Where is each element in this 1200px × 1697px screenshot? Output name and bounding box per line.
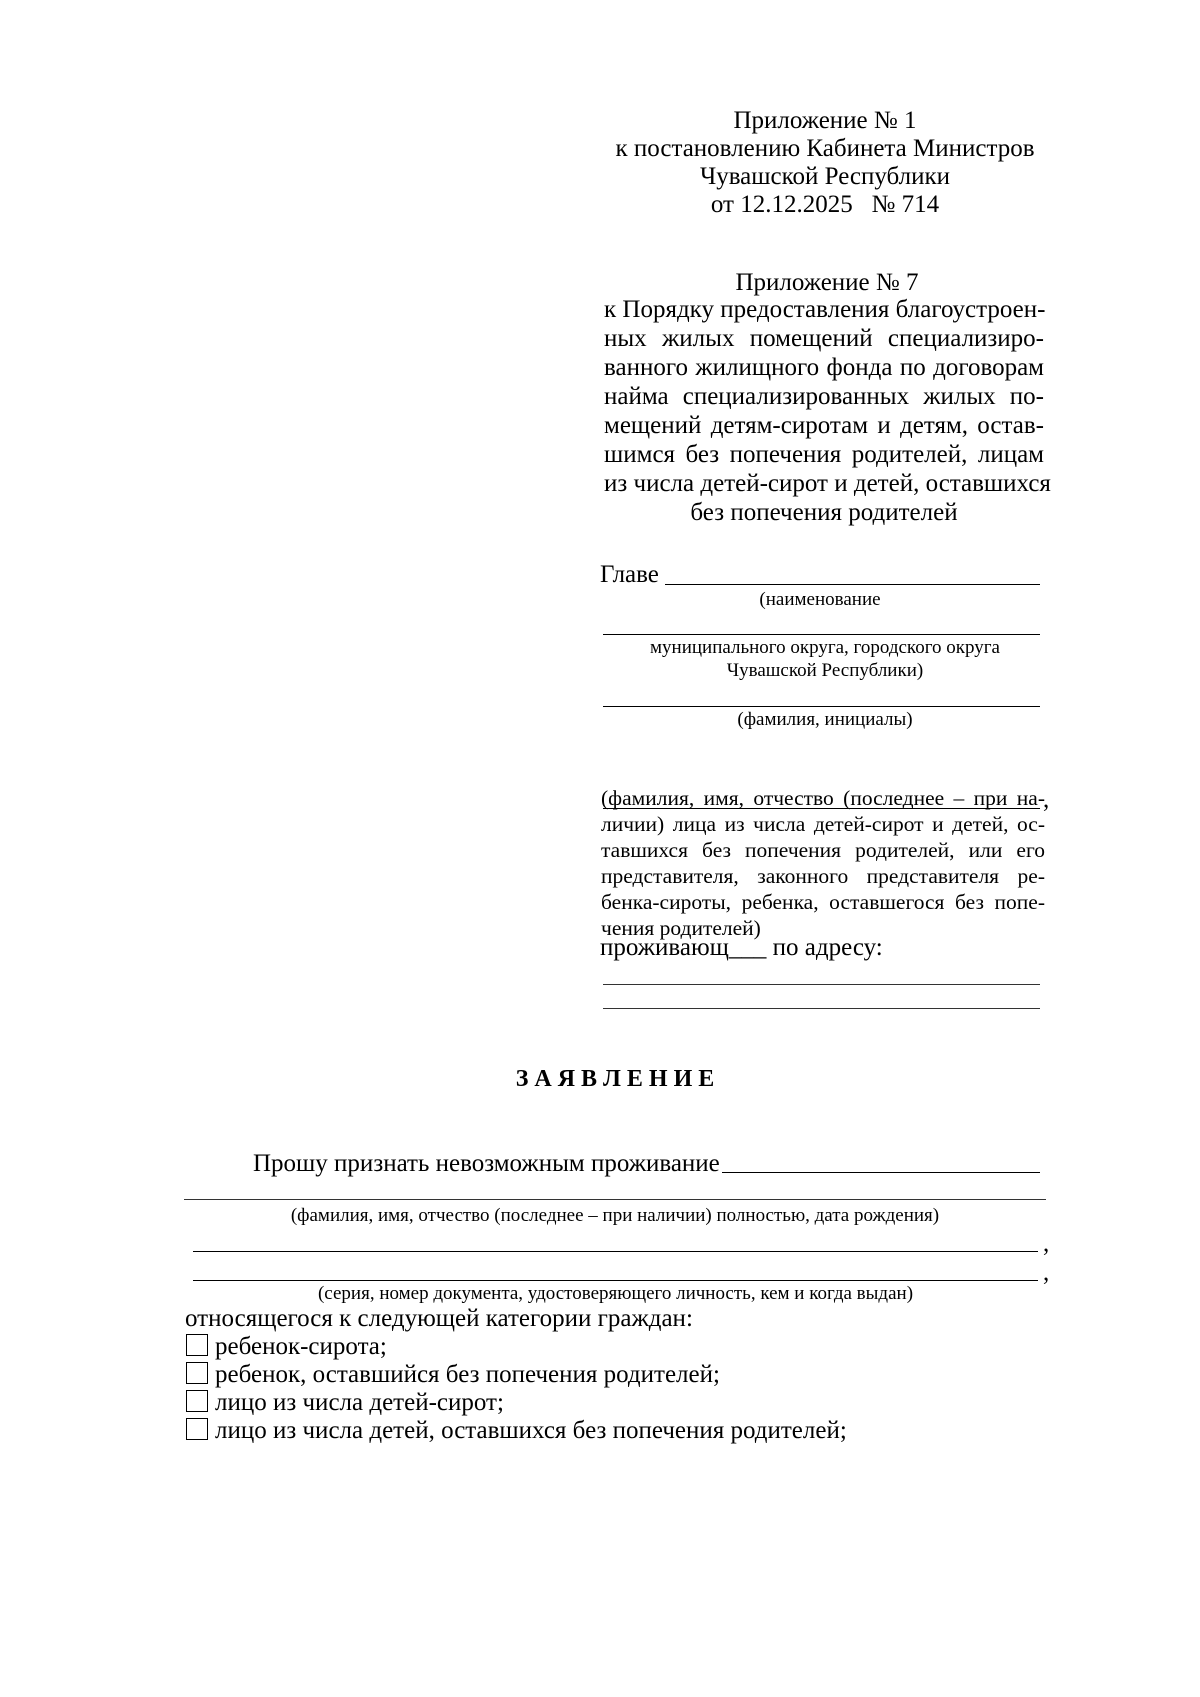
hint-municipal-1: муниципального округа, городского округа	[650, 637, 1000, 658]
applicant-hint-line: представителя, законного представителя ре-	[601, 864, 1045, 888]
applicant-comma: ,	[1043, 786, 1050, 813]
appendix7-line: найма специализированных жилых по-	[604, 383, 1044, 410]
document-field-2[interactable]	[193, 1280, 1038, 1281]
hint-initials: (фамилия, инициалы)	[737, 709, 913, 730]
appendix1-title: Приложение № 1	[733, 107, 917, 134]
appendix7-title: Приложение № 7	[735, 269, 919, 296]
appendix7-line: ванного жилищного фонда по договорам	[604, 354, 1044, 381]
applicant-hint-line: тавшихся без попечения родителей, или его	[601, 838, 1045, 862]
appendix7-description	[604, 295, 1051, 527]
appendix7-line: к Порядку предоставления благоустроен-	[604, 296, 1046, 323]
applicant-hint-line: бенка-сироты, ребенка, оставшегося без попе-	[601, 890, 1045, 914]
comma-2: ,	[1043, 1259, 1050, 1286]
request-name-field[interactable]	[722, 1172, 1040, 1173]
appendix7-line: из числа детей-сирот и детей, оставшихся	[604, 470, 1051, 497]
category-checkbox[interactable]	[186, 1418, 208, 1440]
appendix7-line: шимся без попечения родителей, лицам	[604, 441, 1044, 468]
glave-label: Главе	[600, 561, 659, 588]
hint-name: (наименование	[759, 589, 881, 610]
appendix7-line: без попечения родителей	[690, 499, 958, 526]
category-label: лицо из числа детей-сирот;	[215, 1389, 504, 1416]
applicant-hint	[601, 785, 1045, 941]
hint-fio: (фамилия, имя, отчество (последнее – при наличии) полностью, дата рождения)	[290, 1205, 940, 1226]
appendix7-line: мещений детям-сиротам и детям, остав-	[604, 412, 1044, 439]
category-intro: относящегося к следующей категории граждан:	[185, 1305, 693, 1332]
appendix1-resolution: к постановлению Кабинета Министров	[615, 135, 1035, 162]
statement-title: З А Я В Л Е Н И Е	[515, 1066, 715, 1092]
request-text: Прошу признать невозможным проживание	[253, 1150, 720, 1177]
head-name-field[interactable]	[665, 584, 1040, 585]
category-checkbox[interactable]	[186, 1362, 208, 1384]
appendix1-date-number: от 12.12.2025 № 714	[710, 191, 940, 218]
appendix1-republic: Чувашской Республики	[699, 163, 951, 190]
category-label: лицо из числа детей, оставшихся без попечения родителей;	[215, 1417, 847, 1444]
category-checkbox[interactable]	[186, 1390, 208, 1412]
request-name-field-2[interactable]	[184, 1199, 1046, 1200]
head-initials-field[interactable]	[603, 706, 1040, 707]
municipality-field[interactable]	[603, 634, 1040, 635]
document-field-1[interactable]	[193, 1251, 1038, 1252]
category-label: ребенок, оставшийся без попечения родителей;	[215, 1361, 720, 1388]
hint-document: (серия, номер документа, удостоверяющего личность, кем и когда выдан)	[317, 1283, 914, 1304]
address-field-2[interactable]	[603, 1008, 1040, 1009]
category-label: ребенок-сирота;	[215, 1333, 387, 1360]
address-field-1[interactable]	[603, 984, 1040, 985]
comma-1: ,	[1043, 1230, 1050, 1257]
category-checkbox[interactable]	[186, 1334, 208, 1356]
residing-label: проживающ___ по адресу:	[600, 934, 883, 961]
hint-municipal-2: Чувашской Республики)	[726, 660, 924, 681]
applicant-hint-line: чения родителей)	[601, 916, 761, 940]
applicant-hint-line: личии) лица из числа детей-сирот и детей, ос-	[601, 812, 1045, 836]
appendix7-line: ных жилых помещений специализиро-	[604, 325, 1044, 352]
applicant-hint-line: (фамилия, имя, отчество (последнее – при на-	[601, 786, 1045, 810]
